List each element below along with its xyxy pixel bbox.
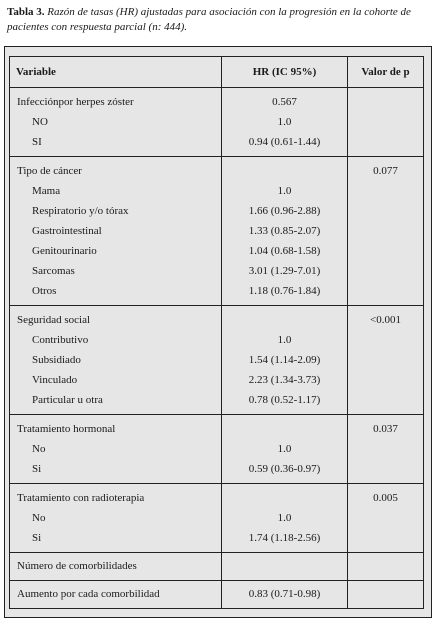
group-herpes-zoster [10,88,424,157]
row-hr: 1.0 [277,443,292,455]
group-p-cell [348,88,424,157]
group-title-hr: 0.567 [272,96,297,108]
group-p-cell [348,484,424,553]
row-label: Gastrointestinal [32,225,102,237]
group-radioterapia [10,484,424,553]
group-variable-cell [10,306,222,415]
group-variable-cell [10,415,222,484]
header-p-value: Valor de p [348,57,424,88]
group-title-hr [222,419,347,439]
row-hr: 2.23 (1.34-3.73) [248,374,321,386]
header-variable: Variable [10,57,222,88]
row-label: Genitourinario [32,245,97,257]
row-hr-cell [222,581,348,609]
group-variable-cell [10,484,222,553]
row-hr: 0.94 (0.61-1.44) [248,136,321,148]
row-label: Sarcomas [32,265,75,277]
row-label: Respiratorio y/o tórax [32,205,129,217]
row-hr: 1.66 (0.96-2.88) [248,205,321,217]
row-label: Si [32,463,42,475]
row-label: Vinculado [32,374,78,386]
row-label: Otros [32,285,57,297]
group-hr-cell [222,553,348,581]
row-hr: 1.74 (1.18-2.56) [248,532,321,544]
row-label: Subsidiado [32,354,81,366]
row-variable-cell [10,581,222,609]
group-title: Seguridad social [17,314,91,326]
group-variable-cell [10,157,222,306]
caption-label: Tabla 3. [7,6,45,18]
hr-table [9,56,424,609]
row-label: No [32,512,46,524]
group-tipo-cancer [10,157,424,306]
group-p-value: 0.037 [373,423,398,435]
group-title: Tipo de cáncer [17,165,82,177]
table-caption [7,5,431,35]
row-p-cell [348,581,424,609]
row-hr: 0.78 (0.52-1.17) [248,394,321,406]
row-hr: 1.0 [277,185,292,197]
header-hr: HR (IC 95%) [222,57,348,88]
group-title-hr [222,161,347,181]
table-frame [4,46,432,618]
group-p-value [348,92,423,112]
group-variable-cell [10,88,222,157]
row-label: No [32,443,46,455]
row-hr: 1.0 [277,116,292,128]
group-hr-cell [222,415,348,484]
group-p-value: <0.001 [370,314,401,326]
row-label: SI [32,136,42,148]
group-title: Tratamiento hormonal [17,423,116,435]
group-p-value: 0.077 [373,165,398,177]
row-label: NO [32,116,48,128]
row-label: Contributivo [32,334,89,346]
row-hr: 3.01 (1.29-7.01) [248,265,321,277]
group-hr-cell [222,157,348,306]
row-label: Particular u otra [32,394,103,406]
group-p-cell [348,157,424,306]
group-p-cell [348,553,424,581]
row-hr: 1.0 [277,334,292,346]
group-p-value: 0.005 [373,492,398,504]
group-p-cell [348,306,424,415]
group-hr-cell [222,88,348,157]
row-hr: 1.54 (1.14-2.09) [248,354,321,366]
row-label: Aumento por cada comorbilidad [17,588,160,600]
group-title: Tratamiento con radioterapia [17,492,145,504]
row-label: Si [32,532,42,544]
group-tratamiento-hormonal [10,415,424,484]
row-hr: 1.04 (0.68-1.58) [248,245,321,257]
row-label: Mama [32,185,61,197]
row-hr: 1.33 (0.85-2.07) [248,225,321,237]
row-hr: 1.18 (0.76-1.84) [248,285,321,297]
group-title-hr [222,310,347,330]
group-seguridad-social [10,306,424,415]
group-hr-cell [222,306,348,415]
row-hr: 0.83 (0.71-0.98) [248,588,321,600]
group-title-hr [222,488,347,508]
row-aumento-comorbilidad [10,581,424,609]
caption-text: Razón de tasas (HR) ajustadas para asociación con la progresión en la cohorte de pacientes con respuesta parcial (n: 444). [7,6,411,33]
header-row [10,57,424,88]
row-hr: 1.0 [277,512,292,524]
group-title: Infecciónpor herpes zóster [17,96,134,108]
group-p-cell [348,415,424,484]
group-hr-cell [222,484,348,553]
group-comorbilidades [10,553,424,581]
group-title: Número de comorbilidades [17,560,137,572]
row-hr: 0.59 (0.36-0.97) [248,463,321,475]
group-variable-cell [10,553,222,581]
